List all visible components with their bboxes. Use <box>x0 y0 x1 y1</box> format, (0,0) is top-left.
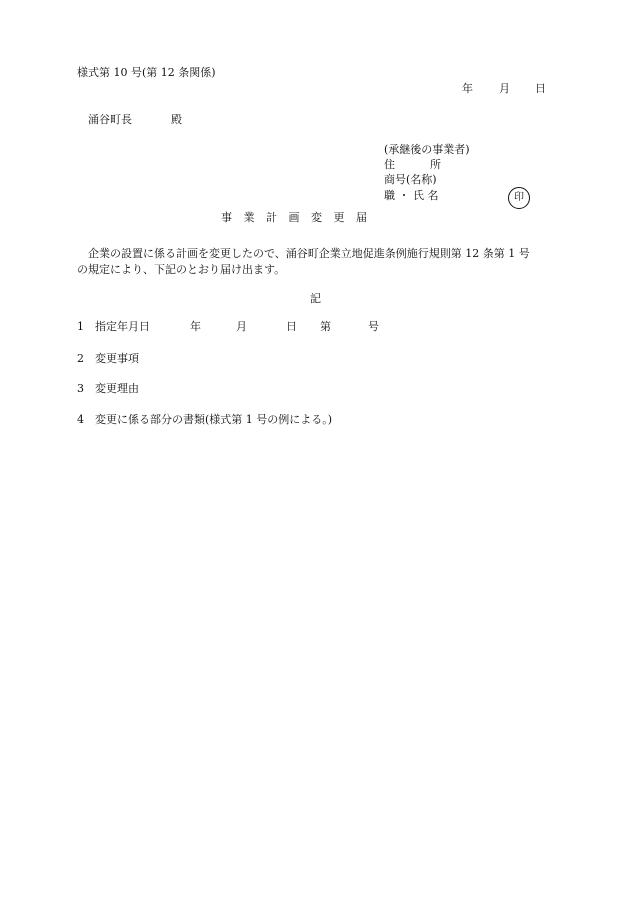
date-day: 日 <box>535 82 546 95</box>
seal-mark: 印 <box>508 187 530 209</box>
date-month: 月 <box>499 82 510 95</box>
item-number: 4 <box>77 413 84 426</box>
date-year: 年 <box>462 82 473 95</box>
item-number: 1 <box>77 320 84 333</box>
item-number: 3 <box>77 382 84 395</box>
item-label: 変更に係る部分の書類(様式第 1 号の例による。) <box>95 413 333 426</box>
item-dai: 第 <box>320 320 331 333</box>
body-line-2: の規定により、下記のとおり届け出ます。 <box>77 263 286 276</box>
address-label: 住 <box>384 158 395 171</box>
item-go: 号 <box>368 320 379 333</box>
document-title: 事 業 計 画 変 更 届 <box>221 211 368 224</box>
form-label: 様式第 10 号(第 12 条関係) <box>77 66 216 79</box>
title-name-label: 職 ・ 氏 名 <box>384 189 439 202</box>
addressee-honorific: 殿 <box>171 113 182 126</box>
addressee-name: 涌谷町長 <box>88 113 132 126</box>
applicant-caption: (承継後の事業者) <box>384 143 470 156</box>
address-label-2: 所 <box>430 158 441 171</box>
item-label: 変更事項 <box>95 352 139 365</box>
ki-heading: 記 <box>310 292 321 305</box>
item-label: 指定年月日 <box>95 320 150 333</box>
trade-name-label: 商号(名称) <box>384 173 437 186</box>
item-label: 変更理由 <box>95 382 139 395</box>
item-month: 月 <box>236 320 247 333</box>
item-number: 2 <box>77 352 84 365</box>
item-year: 年 <box>190 320 201 333</box>
item-day: 日 <box>286 320 297 333</box>
body-line-1: 企業の設置に係る計画を変更したので、涌谷町企業立地促進条例施行規則第 12 条第 1 号 <box>88 247 530 260</box>
